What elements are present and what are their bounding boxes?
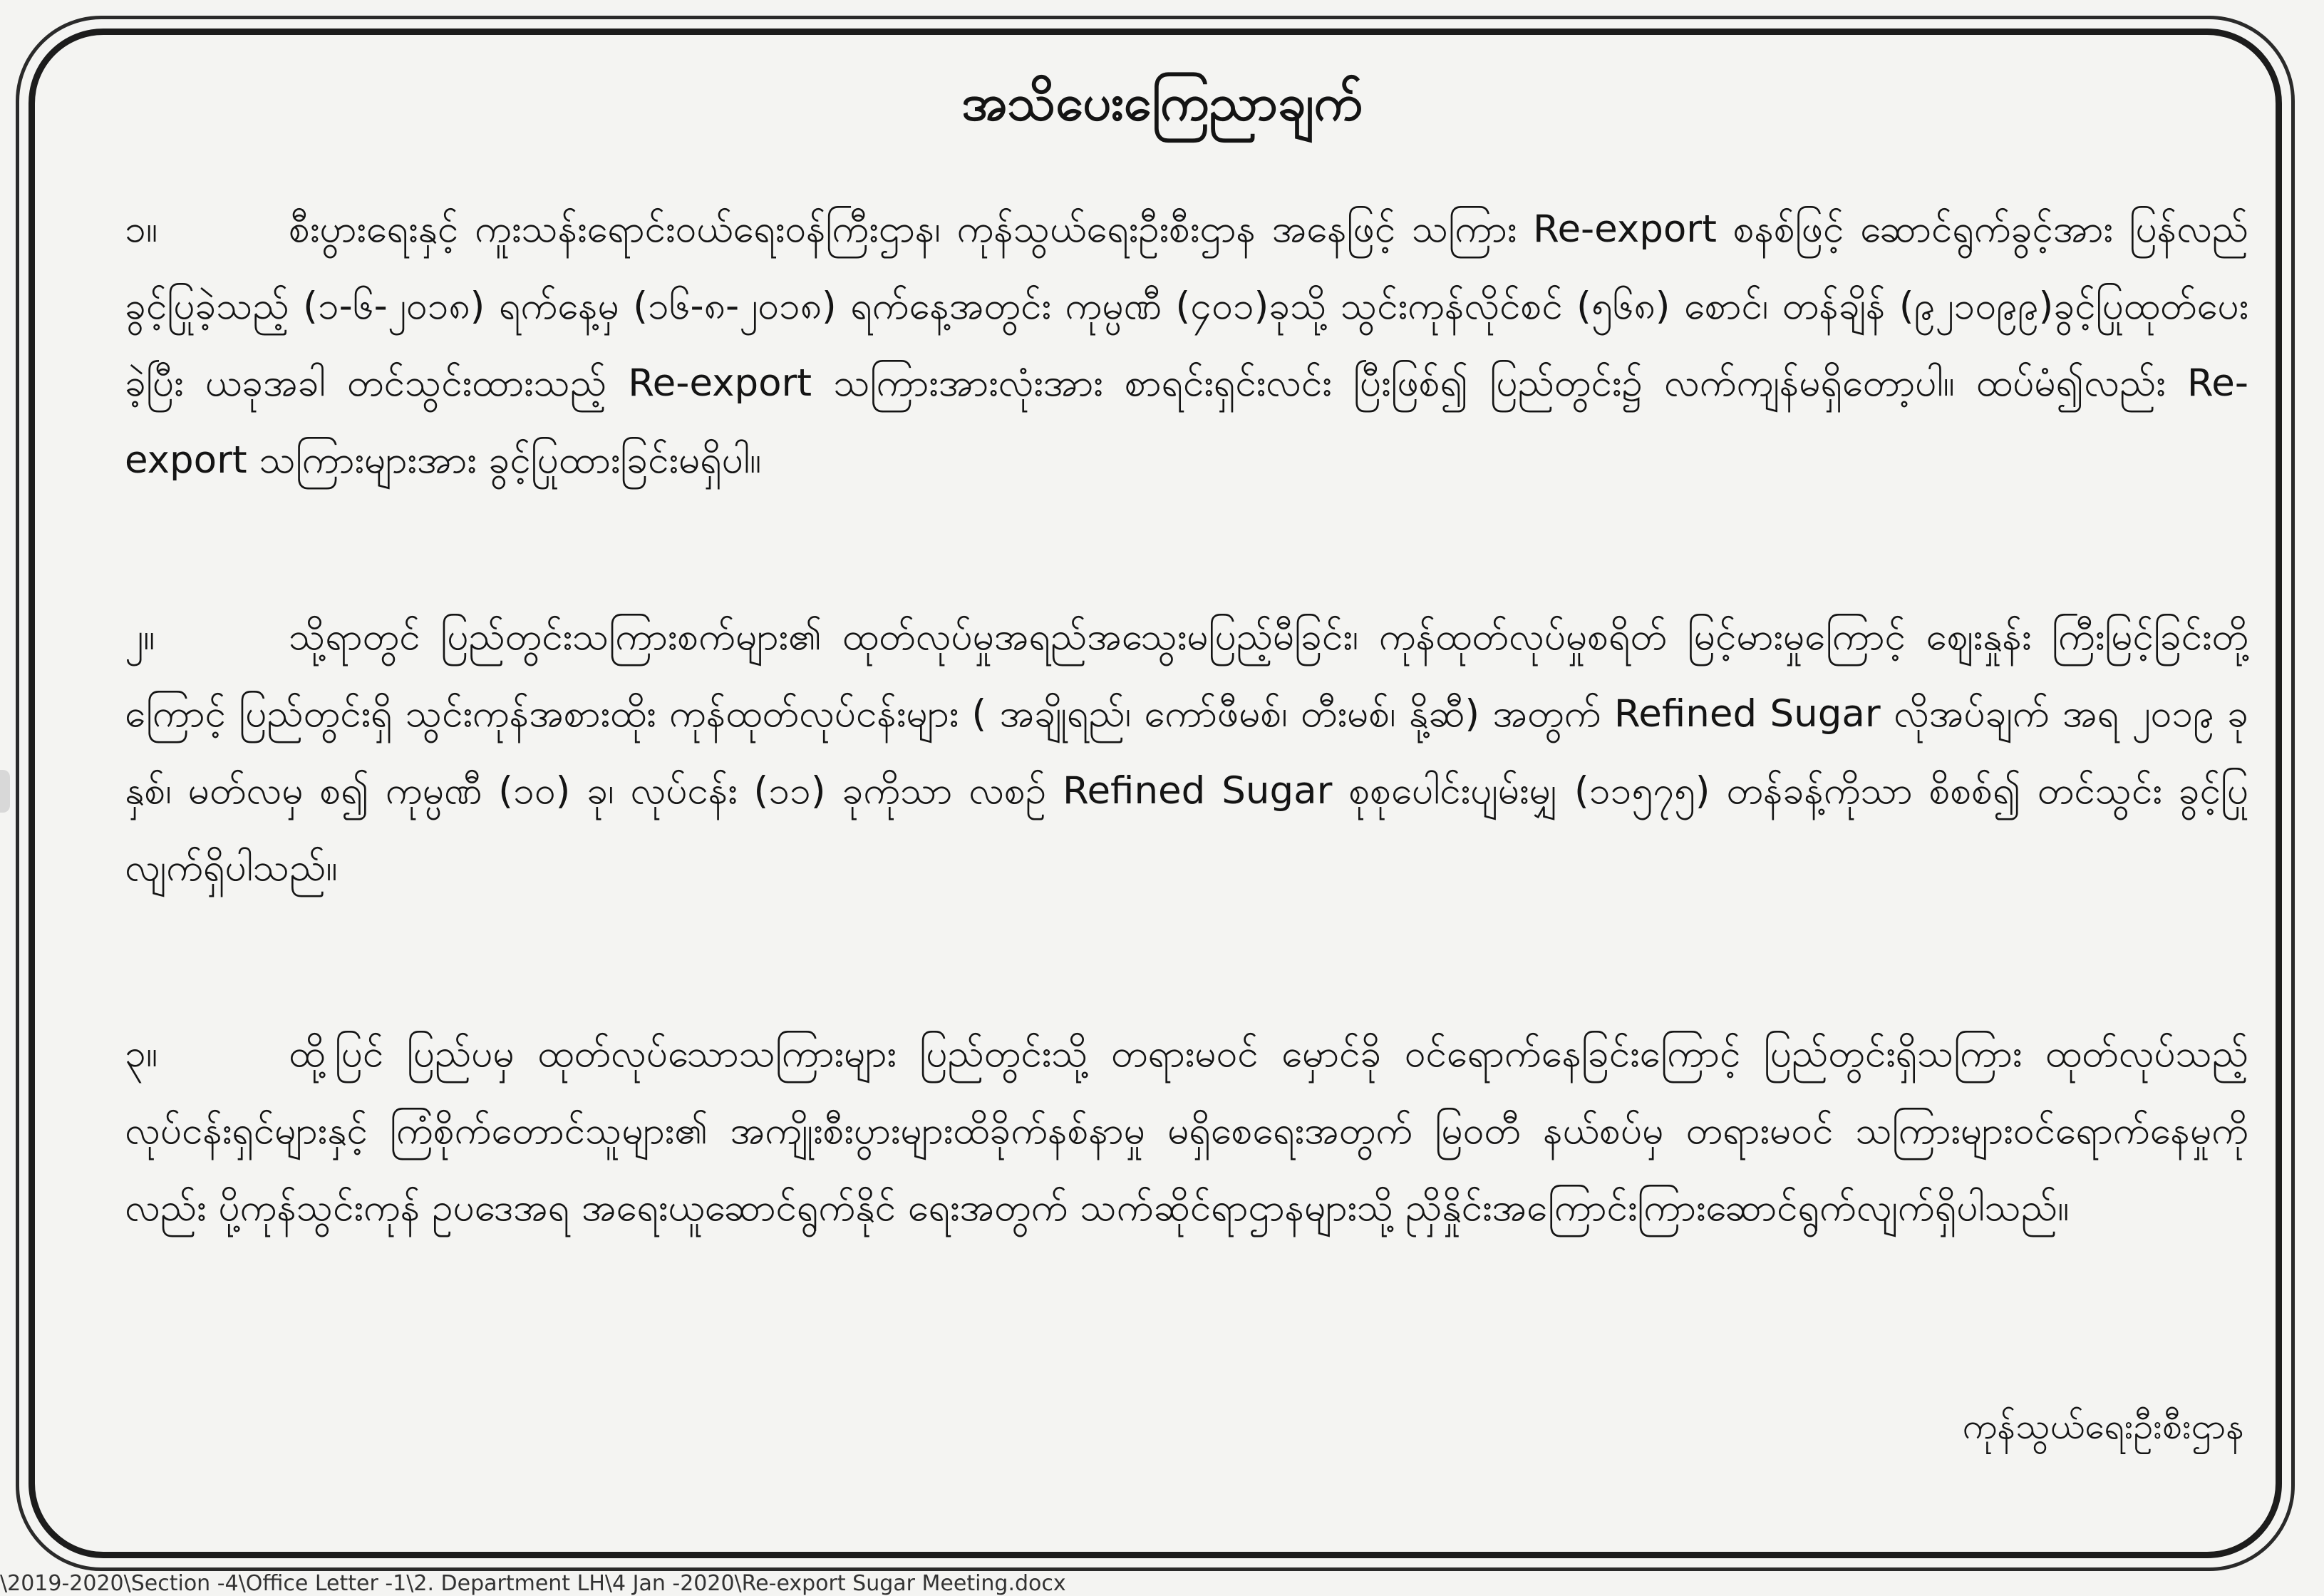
paragraph-number: ၂။ <box>125 615 155 659</box>
punch-hole-mark <box>0 770 10 813</box>
paragraph-text: သို့ရာတွင် ပြည်တွင်းသကြားစက်များ၏ ထုတ်လုပ်မှုအရည်အသွေးမပြည့်မီခြင်း၊ ကုန်ထုတ်လုပ်မှုစရိတ် မြင့်မားမှုကြောင့် ဈေးနှုန်း ကြီးမြင့်ခြင်းတို့ကြောင့် ပြည်တွင်းရှိ သွင်းကုန်အစားထိုး ကုန်ထုတ်လုပ်ငန်းများ ( အချိုရည်၊ ကော်ဖီမစ်၊ တီးမစ်၊ နို့ဆီ) အတွက် Refined Sugar လိုအပ်ချက် အရ ၂၀၁၉ ခုနှစ်၊ မတ်လမှ စ၍ ကုမ္ပဏီ (၁၀) ခု၊ လုပ်ငန်း (၁၁) ခုကိုသာ လစဉ် Refined Sugar စုစုပေါင်းပျမ်းမျှ (၁၁၅၇၅) တန်ခန့်ကိုသာ စိစစ်၍ တင်သွင်း ခွင့်ပြုလျက်ရှိပါသည်။ <box>125 615 2248 890</box>
paragraph-text: စီးပွားရေးနှင့် ကူးသန်းရောင်းဝယ်ရေးဝန်ကြီးဌာန၊ ကုန်သွယ်ရေးဦးစီးဌာန အနေဖြင့် သကြား Re-export စနစ်ဖြင့် ဆောင်ရွက်ခွင့်အား ပြန်လည်ခွင့်ပြုခဲ့သည့် (၁-၆-၂၀၁၈) ရက်နေ့မှ (၁၆-၈-၂၀၁၈) ရက်နေ့အတွင်း ကုမ္ပဏီ (၄၀၁)ခုသို့ သွင်းကုန်လိုင်စင် (၅၆၈) စောင်၊ တန်ချိန် (၉၂၁၀၉၉)ခွင့်ပြုထုတ်ပေးခဲ့ပြီး ယခုအခါ တင်သွင်းထားသည့် Re-export သကြားအားလုံးအား စာရင်းရှင်းလင်း ပြီးဖြစ်၍ ပြည်တွင်း၌ လက်ကျန်မရှိတော့ပါ။ ထပ်မံ၍လည်း Re-export သကြားများအား ခွင့်ပြုထားခြင်းမရှိပါ။ <box>125 207 2248 482</box>
paragraph-1 <box>125 191 2248 499</box>
paragraph-number: ၃။ <box>125 1032 157 1076</box>
paragraph-text: ထို့ပြင် ပြည်ပမှ ထုတ်လုပ်သောသကြားများ ပြည်တွင်းသို့ တရားမဝင် မှောင်ခို ဝင်ရောက်နေခြင်းကြောင့် ပြည်တွင်းရှိသကြား ထုတ်လုပ်သည့်လုပ်ငန်းရှင်များနှင့် ကြံစိုက်တောင်သူများ၏ အကျိုးစီးပွားများထိခိုက်နစ်နာမှု မရှိစေရေးအတွက် မြဝတီ နယ်စပ်မှ တရားမဝင် သကြားများဝင်ရောက်နေမှုကိုလည်း ပို့ကုန်သွင်းကုန် ဥပဒေအရ အရေးယူဆောင်ရွက်နိုင် ရေးအတွက် သက်ဆိုင်ရာဌာနများသို့ ညှိနှိုင်းအကြောင်းကြားဆောင်ရွက်လျက်ရှိပါသည်။ <box>125 1032 2248 1230</box>
paragraph-number: ၁။ <box>125 207 157 251</box>
paragraph-3 <box>125 1016 2248 1247</box>
file-path-footer: \2019-2020\Section -4\Office Letter -1\2. Department LH\4 Jan -2020\Re-export Sugar Meeting.docx <box>0 1571 1066 1596</box>
page-title: အသိပေးကြေညာချက် <box>961 73 1363 132</box>
signature-department: ကုန်သွယ်ရေးဦးစီးဌာန <box>1962 1406 2244 1447</box>
paragraph-2 <box>125 599 2248 907</box>
